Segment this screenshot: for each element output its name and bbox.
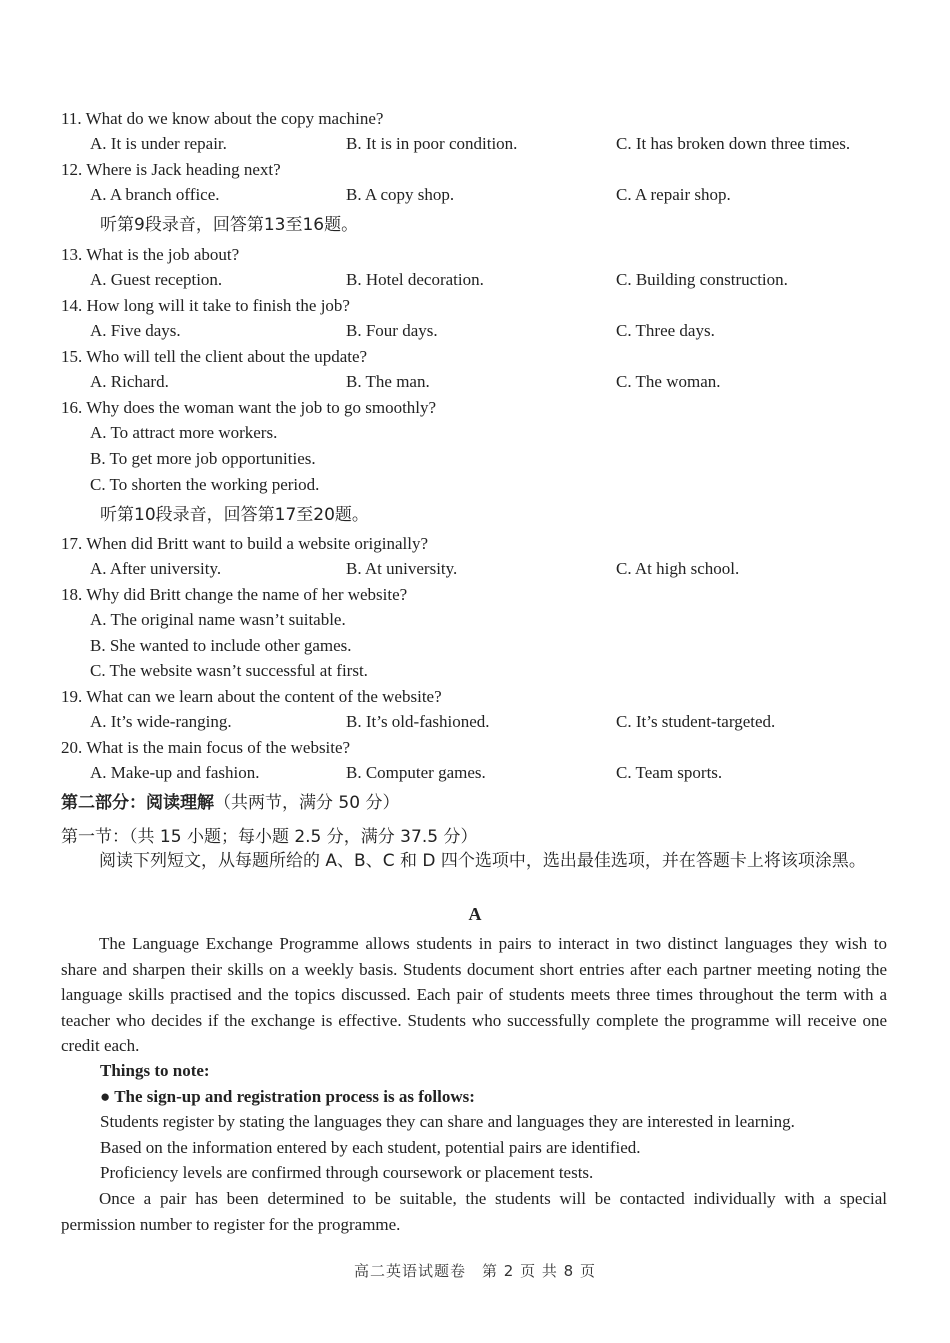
option-a: A. After university. (90, 559, 222, 578)
option-a: A. Five days. (90, 321, 181, 340)
option-c: C. At high school. (616, 559, 740, 578)
question-text: What is the job about? (86, 245, 240, 264)
option-b: B. At university. (346, 559, 458, 578)
option-c: C. The woman. (616, 372, 721, 391)
question-18 (61, 584, 407, 606)
question-number: 14. (61, 296, 83, 315)
question-19 (61, 686, 442, 708)
option-c: C. The website wasn’t successful at first. (90, 661, 368, 680)
option-a: A. The original name wasn’t suitable. (90, 610, 346, 629)
option-b: B. It’s old-fashioned. (346, 712, 490, 731)
option-a: A. Make-up and fashion. (90, 763, 260, 782)
reading-directions: 阅读下列短文，从每题所给的 A、B、C 和 D 四个选项中，选出最佳选项，并在答题卡上将该项涂黑。 (99, 851, 866, 871)
option-c: C. To shorten the working period. (90, 475, 320, 494)
question-17 (61, 533, 428, 555)
question-text: Where is Jack heading next? (86, 160, 281, 179)
part-two-score: （共两节，满分 50 分） (214, 793, 400, 813)
question-text: Why does the woman want the job to go smoothly? (86, 398, 437, 417)
option-c: C. Building construction. (616, 270, 788, 289)
option-b: B. To get more job opportunities. (90, 449, 316, 468)
option-a: A. It’s wide-ranging. (90, 712, 232, 731)
registration-step: Based on the information entered by each student, potential pairs are identified. (100, 1138, 641, 1157)
question-12 (61, 159, 281, 181)
question-number: 18. (61, 585, 83, 604)
question-number: 20. (61, 738, 83, 757)
section-one-heading: 第一节：（共 15 小题；每小题 2.5 分，满分 37.5 分） (61, 827, 478, 847)
listening-instruction-10: 听第10段录音，回答第17至20题。 (100, 505, 369, 525)
option-c: C. It has broken down three times. (616, 134, 851, 153)
registration-step: Proficiency levels are confirmed through coursework or placement tests. (100, 1163, 594, 1182)
question-text: How long will it take to finish the job? (86, 296, 350, 315)
question-20 (61, 737, 350, 759)
question-number: 15. (61, 347, 83, 366)
option-b: B. A copy shop. (346, 185, 455, 204)
page-footer: 高二英语试题卷 第 2 页 共 8 页 (354, 1262, 596, 1280)
question-15 (61, 346, 367, 368)
question-11 (61, 108, 383, 130)
option-b: B. It is in poor condition. (346, 134, 518, 153)
registration-bullet-heading: ● The sign-up and registration process is as follows: (100, 1087, 475, 1106)
option-b: B. Computer games. (346, 763, 486, 782)
option-c: C. A repair shop. (616, 185, 731, 204)
registration-step: Students register by stating the languages they can share and languages they are interested in learning. (100, 1112, 795, 1131)
option-a: A. Guest reception. (90, 270, 223, 289)
part-two-title: 第二部分：阅读理解 (61, 793, 214, 813)
question-text: Why did Britt change the name of her website? (86, 585, 408, 604)
option-b: B. Four days. (346, 321, 438, 340)
question-text: What is the main focus of the website? (86, 738, 351, 757)
option-b: B. The man. (346, 372, 430, 391)
option-c: C. Three days. (616, 321, 715, 340)
option-a: A. To attract more workers. (90, 423, 278, 442)
question-number: 12. (61, 160, 83, 179)
question-text: When did Britt want to build a website originally? (86, 534, 429, 553)
option-b: B. Hotel decoration. (346, 270, 484, 289)
question-number: 17. (61, 534, 83, 553)
option-a: A. Richard. (90, 372, 169, 391)
question-number: 16. (61, 398, 83, 417)
passage-intro: The Language Exchange Programme allows students in pairs to interact in two distinct languages they wish to share and sharpen their skills on a weekly basis. Students document short entries after each partner meeting noting the language skills practised and the topics discussed. Each pair of students meets three times throughout the term with a teacher who decides if the exchange is effective. Students who successfully complete the programme will receive one credit each. (61, 934, 887, 1056)
option-c: C. It’s student-targeted. (616, 712, 776, 731)
passage-final-paragraph: Once a pair has been determined to be suitable, the students will be contacted individually with a special permission number to register for the programme. (61, 1189, 887, 1234)
question-text: What can we learn about the content of the website? (86, 687, 442, 706)
passage-label: A (468, 904, 482, 924)
question-number: 11. (61, 109, 82, 128)
option-c: C. Team sports. (616, 763, 723, 782)
question-number: 13. (61, 245, 83, 264)
option-a: A. A branch office. (90, 185, 220, 204)
question-13 (61, 244, 239, 266)
question-text: Who will tell the client about the update? (86, 347, 368, 366)
part-two-heading (61, 792, 399, 814)
question-number: 19. (61, 687, 83, 706)
option-a: A. It is under repair. (90, 134, 227, 153)
option-b: B. She wanted to include other games. (90, 636, 352, 655)
question-text: What do we know about the copy machine? (85, 109, 384, 128)
listening-instruction-9: 听第9段录音，回答第13至16题。 (100, 215, 359, 235)
things-to-note-heading: Things to note: (100, 1061, 210, 1080)
question-14 (61, 295, 350, 317)
question-16 (61, 397, 436, 419)
